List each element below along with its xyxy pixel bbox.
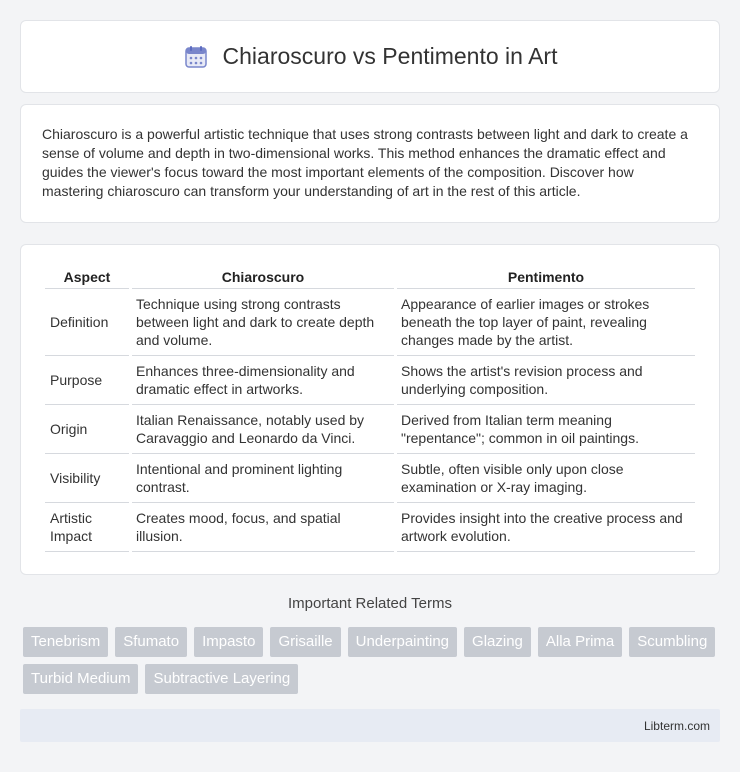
row-aspect: Definition [45, 289, 129, 356]
row-pentimento: Appearance of earlier images or strokes beneath the top layer of paint, revealing changes made by the artist. [397, 289, 695, 356]
comparison-table [42, 264, 698, 552]
intro-text: Chiaroscuro is a powerful artistic technique that uses strong contrasts between light and dark to create a sense of volume and depth in two-dimensional works. This method enhances the dramatic effect and guides the viewer's focus toward the most important elements of the composition. Discover how mastering chiaroscuro can transform your understanding of art in the rest of this article. [42, 126, 688, 199]
row-pentimento: Subtle, often visible only upon close examination or X-ray imaging. [397, 454, 695, 503]
tag-subtractive-layering[interactable]: Subtractive Layering [145, 664, 298, 694]
comparison-card [20, 244, 720, 575]
row-chiaroscuro: Italian Renaissance, notably used by Caravaggio and Leonardo da Vinci. [132, 405, 394, 454]
row-aspect: Purpose [45, 356, 129, 405]
row-chiaroscuro: Technique using strong contrasts between light and dark to create depth and volume. [132, 289, 394, 356]
header-aspect: Aspect [45, 264, 129, 289]
row-pentimento: Derived from Italian term meaning "repentance"; common in oil paintings. [397, 405, 695, 454]
row-chiaroscuro: Creates mood, focus, and spatial illusion. [132, 503, 394, 552]
table-row [45, 356, 695, 405]
table-row [45, 405, 695, 454]
table-row [45, 289, 695, 356]
related-terms-list [23, 627, 723, 694]
tag-scumbling[interactable]: Scumbling [629, 627, 715, 657]
footer [20, 709, 720, 742]
tag-underpainting[interactable]: Underpainting [348, 627, 457, 657]
tag-glazing[interactable]: Glazing [464, 627, 531, 657]
row-pentimento: Shows the artist's revision process and underlying composition. [397, 356, 695, 405]
row-pentimento: Provides insight into the creative process and artwork evolution. [397, 503, 695, 552]
row-chiaroscuro: Intentional and prominent lighting contrast. [132, 454, 394, 503]
header-chiaroscuro: Chiaroscuro [132, 264, 394, 289]
tag-sfumato[interactable]: Sfumato [115, 627, 187, 657]
tag-impasto[interactable]: Impasto [194, 627, 263, 657]
table-row [45, 503, 695, 552]
row-aspect: Artistic Impact [45, 503, 129, 552]
related-terms-heading: Important Related Terms [288, 595, 452, 612]
footer-link[interactable]: Libterm.com [643, 718, 710, 733]
tag-alla-prima[interactable]: Alla Prima [538, 627, 622, 657]
row-aspect: Origin [45, 405, 129, 454]
table-header-row [45, 264, 695, 289]
header-pentimento: Pentimento [397, 264, 695, 289]
intro-card [20, 104, 720, 223]
calendar-icon [183, 44, 209, 70]
table-row [45, 454, 695, 503]
tag-tenebrism[interactable]: Tenebrism [23, 627, 108, 657]
tag-turbid-medium[interactable]: Turbid Medium [23, 664, 138, 694]
tag-grisaille[interactable]: Grisaille [270, 627, 340, 657]
page-title: Chiaroscuro vs Pentimento in Art [222, 43, 558, 69]
row-aspect: Visibility [45, 454, 129, 503]
title-card [20, 20, 720, 93]
row-chiaroscuro: Enhances three-dimensionality and dramatic effect in artworks. [132, 356, 394, 405]
